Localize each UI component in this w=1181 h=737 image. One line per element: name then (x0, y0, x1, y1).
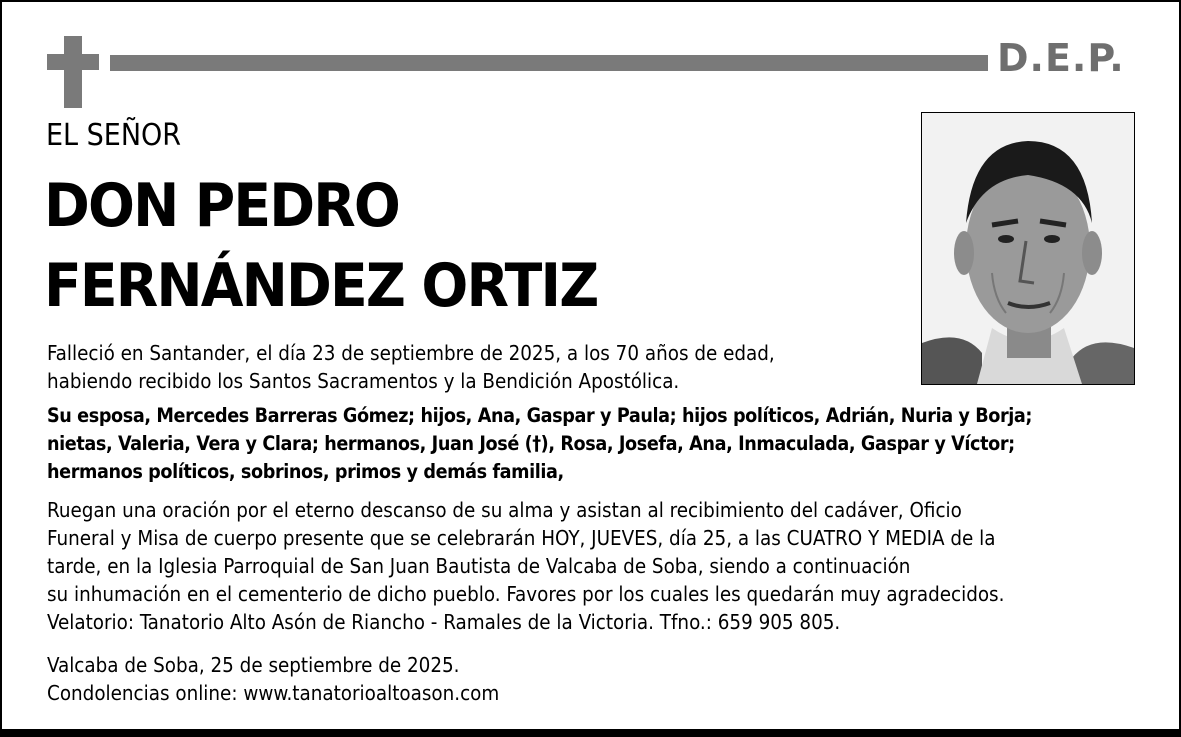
name-line-1: DON PEDRO (44, 171, 400, 241)
death-notice-line: habiendo recibido los Santos Sacramentos y la Bendición Apostólica. (47, 369, 680, 393)
condolences-link[interactable]: Condolencias online: www.tanatorioaltoason.com (47, 681, 500, 705)
place-date: Valcaba de Soba, 25 de septiembre de 2025. (47, 653, 460, 677)
ceremony-line: Velatorio: Tanatorio Alto Asón de Riancho - Ramales de la Victoria. Tfno.: 659 905 805. (47, 610, 841, 634)
cross-icon (64, 36, 82, 108)
ceremony-details (47, 496, 1004, 636)
family-list (47, 402, 1032, 486)
ceremony-line: su inhumación en el cementerio de dicho pueblo. Favores por los cuales les quedarán muy agradecidos. (47, 582, 1005, 606)
portrait-photo-image (922, 113, 1134, 384)
death-notice (47, 339, 775, 395)
family-line: hermanos políticos, sobrinos, primos y demás familia, (47, 460, 564, 483)
cross-icon-bar (47, 54, 99, 70)
ceremony-line: Ruegan una oración por el eterno descanso de su alma y asistan al recibimiento del cadáver, Oficio (47, 498, 962, 522)
footer (47, 651, 499, 707)
header-rule (110, 55, 988, 71)
portrait-photo (921, 112, 1135, 385)
dep-label: D.E.P. (997, 36, 1125, 80)
bottom-bar (0, 729, 1181, 737)
honorific: EL SEÑOR (46, 118, 182, 153)
family-line: nietas, Valeria, Vera y Clara; hermanos, Juan José (†), Rosa, Josefa, Ana, Inmaculada, Gaspar y Víctor; (47, 432, 1015, 455)
ceremony-line: Funeral y Misa de cuerpo presente que se celebrarán HOY, JUEVES, día 25, a las CUATRO Y MEDIA de la (47, 526, 996, 550)
family-line: Su esposa, Mercedes Barreras Gómez; hijos, Ana, Gaspar y Paula; hijos políticos, Adrián, Nuria y Borja; (47, 404, 1033, 427)
death-notice-line: Falleció en Santander, el día 23 de septiembre de 2025, a los 70 años de edad, (47, 341, 775, 365)
name-line-2: FERNÁNDEZ ORTIZ (44, 251, 598, 321)
ceremony-line: tarde, en la Iglesia Parroquial de San Juan Bautista de Valcaba de Soba, siendo a continuación (47, 554, 911, 578)
